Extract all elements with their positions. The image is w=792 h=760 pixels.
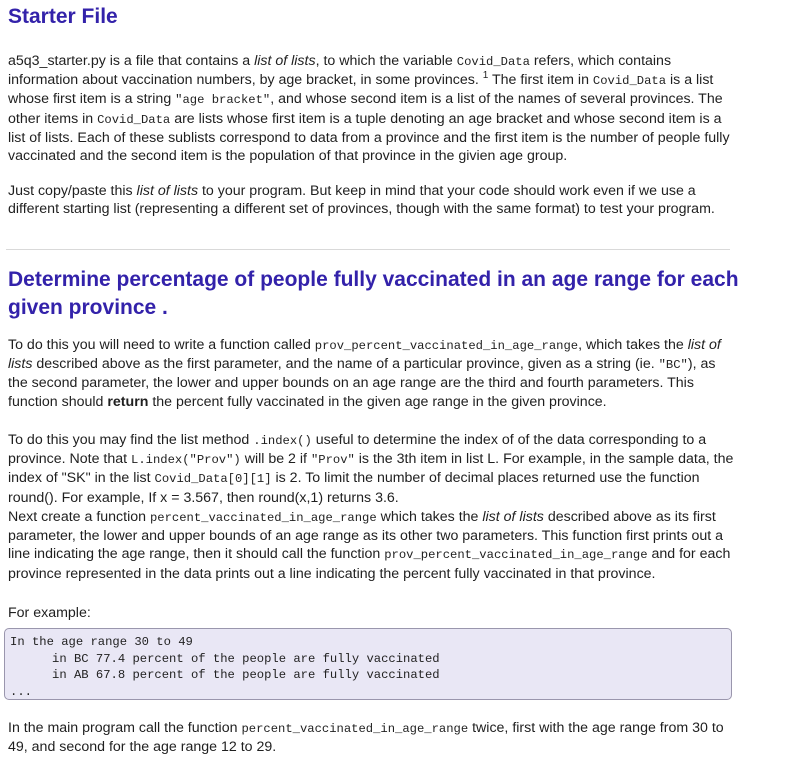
footnote-marker[interactable]: 1: [482, 70, 489, 82]
code-line: in BC 77.4 percent of the people are fully vaccinated: [52, 651, 440, 666]
example-output-code-block: [4, 628, 732, 700]
text: , and whose second item is a list of the names of several provinces. The other items in: [8, 91, 723, 127]
emphasis-list-of-lists: list of lists: [8, 337, 721, 373]
text: will be 2 if: [240, 451, 311, 468]
determine-paragraph-2: [8, 431, 734, 507]
code-age-bracket: "age bracket": [175, 93, 271, 108]
code-covid-data-index: Covid_Data[0][1]: [154, 472, 272, 487]
determine-paragraph-3: [8, 508, 734, 583]
text: to your program. But keep in mind that your code should work even if we use a different starting list (representing a different set of provinces, though with the same format) to test your program.: [8, 183, 715, 218]
text: To do this you may find the list method: [8, 432, 254, 448]
text: Just copy/paste this: [8, 183, 137, 199]
emphasis-list-of-lists: list of lists: [482, 509, 544, 525]
code-covid-data: Covid_Data: [97, 112, 171, 127]
for-example-label: For example:: [8, 605, 91, 621]
code-function-name: percent_vaccinated_in_age_range: [149, 511, 377, 525]
text: useful to determine the index of of the data corresponding to a province. Note that: [8, 432, 707, 468]
text: the percent fully vaccinated in the given age range in the given province.: [148, 393, 607, 410]
code-line: In the age range 30 to 49: [10, 635, 193, 649]
code-function-name: prov_percent_vaccinated_in_age_range: [314, 339, 579, 353]
bold-return: return: [107, 393, 149, 410]
section-divider: [6, 249, 730, 250]
text: is 2. To limit the number of decimal places returned use the function round(). For example, If x = 3.567, then round(x,1) returns 3.6.: [8, 470, 700, 506]
code-l-index: L.index("Prov"): [131, 453, 241, 468]
emphasis-list-of-lists: list of lists: [254, 53, 316, 69]
code-line: in AB 67.8 percent of the people are fully vaccinated: [52, 668, 440, 682]
text: is the 3th item in list L. For example, in the sample data, the index of "SK" in the list: [8, 451, 734, 487]
determine-paragraph-1: [8, 336, 734, 411]
code-index-method: .index(): [253, 434, 312, 448]
code-covid-data: Covid_Data: [592, 74, 667, 89]
text: In the main program call the function: [8, 720, 242, 736]
text: twice, first with the age range from 30 to 49, and second for the age range 12 to 29.: [8, 720, 724, 756]
code-bc-string: "BC": [658, 358, 688, 373]
text: described above as the first parameter, and the name of a particular province, given as a string (ie.: [32, 356, 659, 373]
emphasis-list-of-lists: list of lists: [136, 183, 199, 199]
text: ), as the second parameter, the lower and upper bounds on an age range are the third and fourth parameters. This function should: [8, 356, 716, 410]
text: described above as its first parameter, the lower and upper bounds of an age range as its other two parameters. This function first prints out a line indicating the age range, then it should call the function: [8, 509, 724, 563]
section-title-starter-file: Starter File: [8, 5, 118, 28]
text: To do this you will need to write a function called: [8, 337, 315, 353]
text: are lists whose first item is a tuple denoting an age bracket and whose second item is a list of lists. Each of these sublists correspond to data from a province and the first item is the number of people fully vaccinated and the second item is the population of that province in the givien age group.: [8, 110, 730, 165]
text: a5q3_starter.py is a file that contains a: [8, 53, 255, 69]
text: which takes the: [376, 509, 483, 525]
code-function-name: percent_vaccinated_in_age_range: [241, 722, 469, 736]
text: , which takes the: [578, 337, 688, 353]
text: refers, which contains information about vaccination numbers, by age bracket, in some provinces.: [8, 53, 672, 89]
code-prov-string: "Prov": [310, 453, 355, 468]
code-function-name: prov_percent_vaccinated_in_age_range: [384, 548, 648, 563]
text: Next create a function: [8, 509, 150, 525]
text: is a list whose first item is a string: [8, 72, 714, 108]
code-covid-data: Covid_Data: [456, 55, 530, 69]
text: , to which the variable: [315, 53, 457, 69]
determine-paragraph-4: [8, 719, 734, 756]
text: The first item in: [488, 72, 593, 89]
code-line: ...: [10, 684, 32, 699]
starter-paragraph-2: [8, 182, 734, 218]
starter-paragraph-1: [8, 52, 734, 165]
text: and for each province represented in the data prints out a line indicating the percent fully vaccinated in that province.: [8, 546, 731, 582]
section-title-determine-percentage: Determine percentage of people fully vaccinated in an age range for each given province .: [8, 268, 739, 319]
